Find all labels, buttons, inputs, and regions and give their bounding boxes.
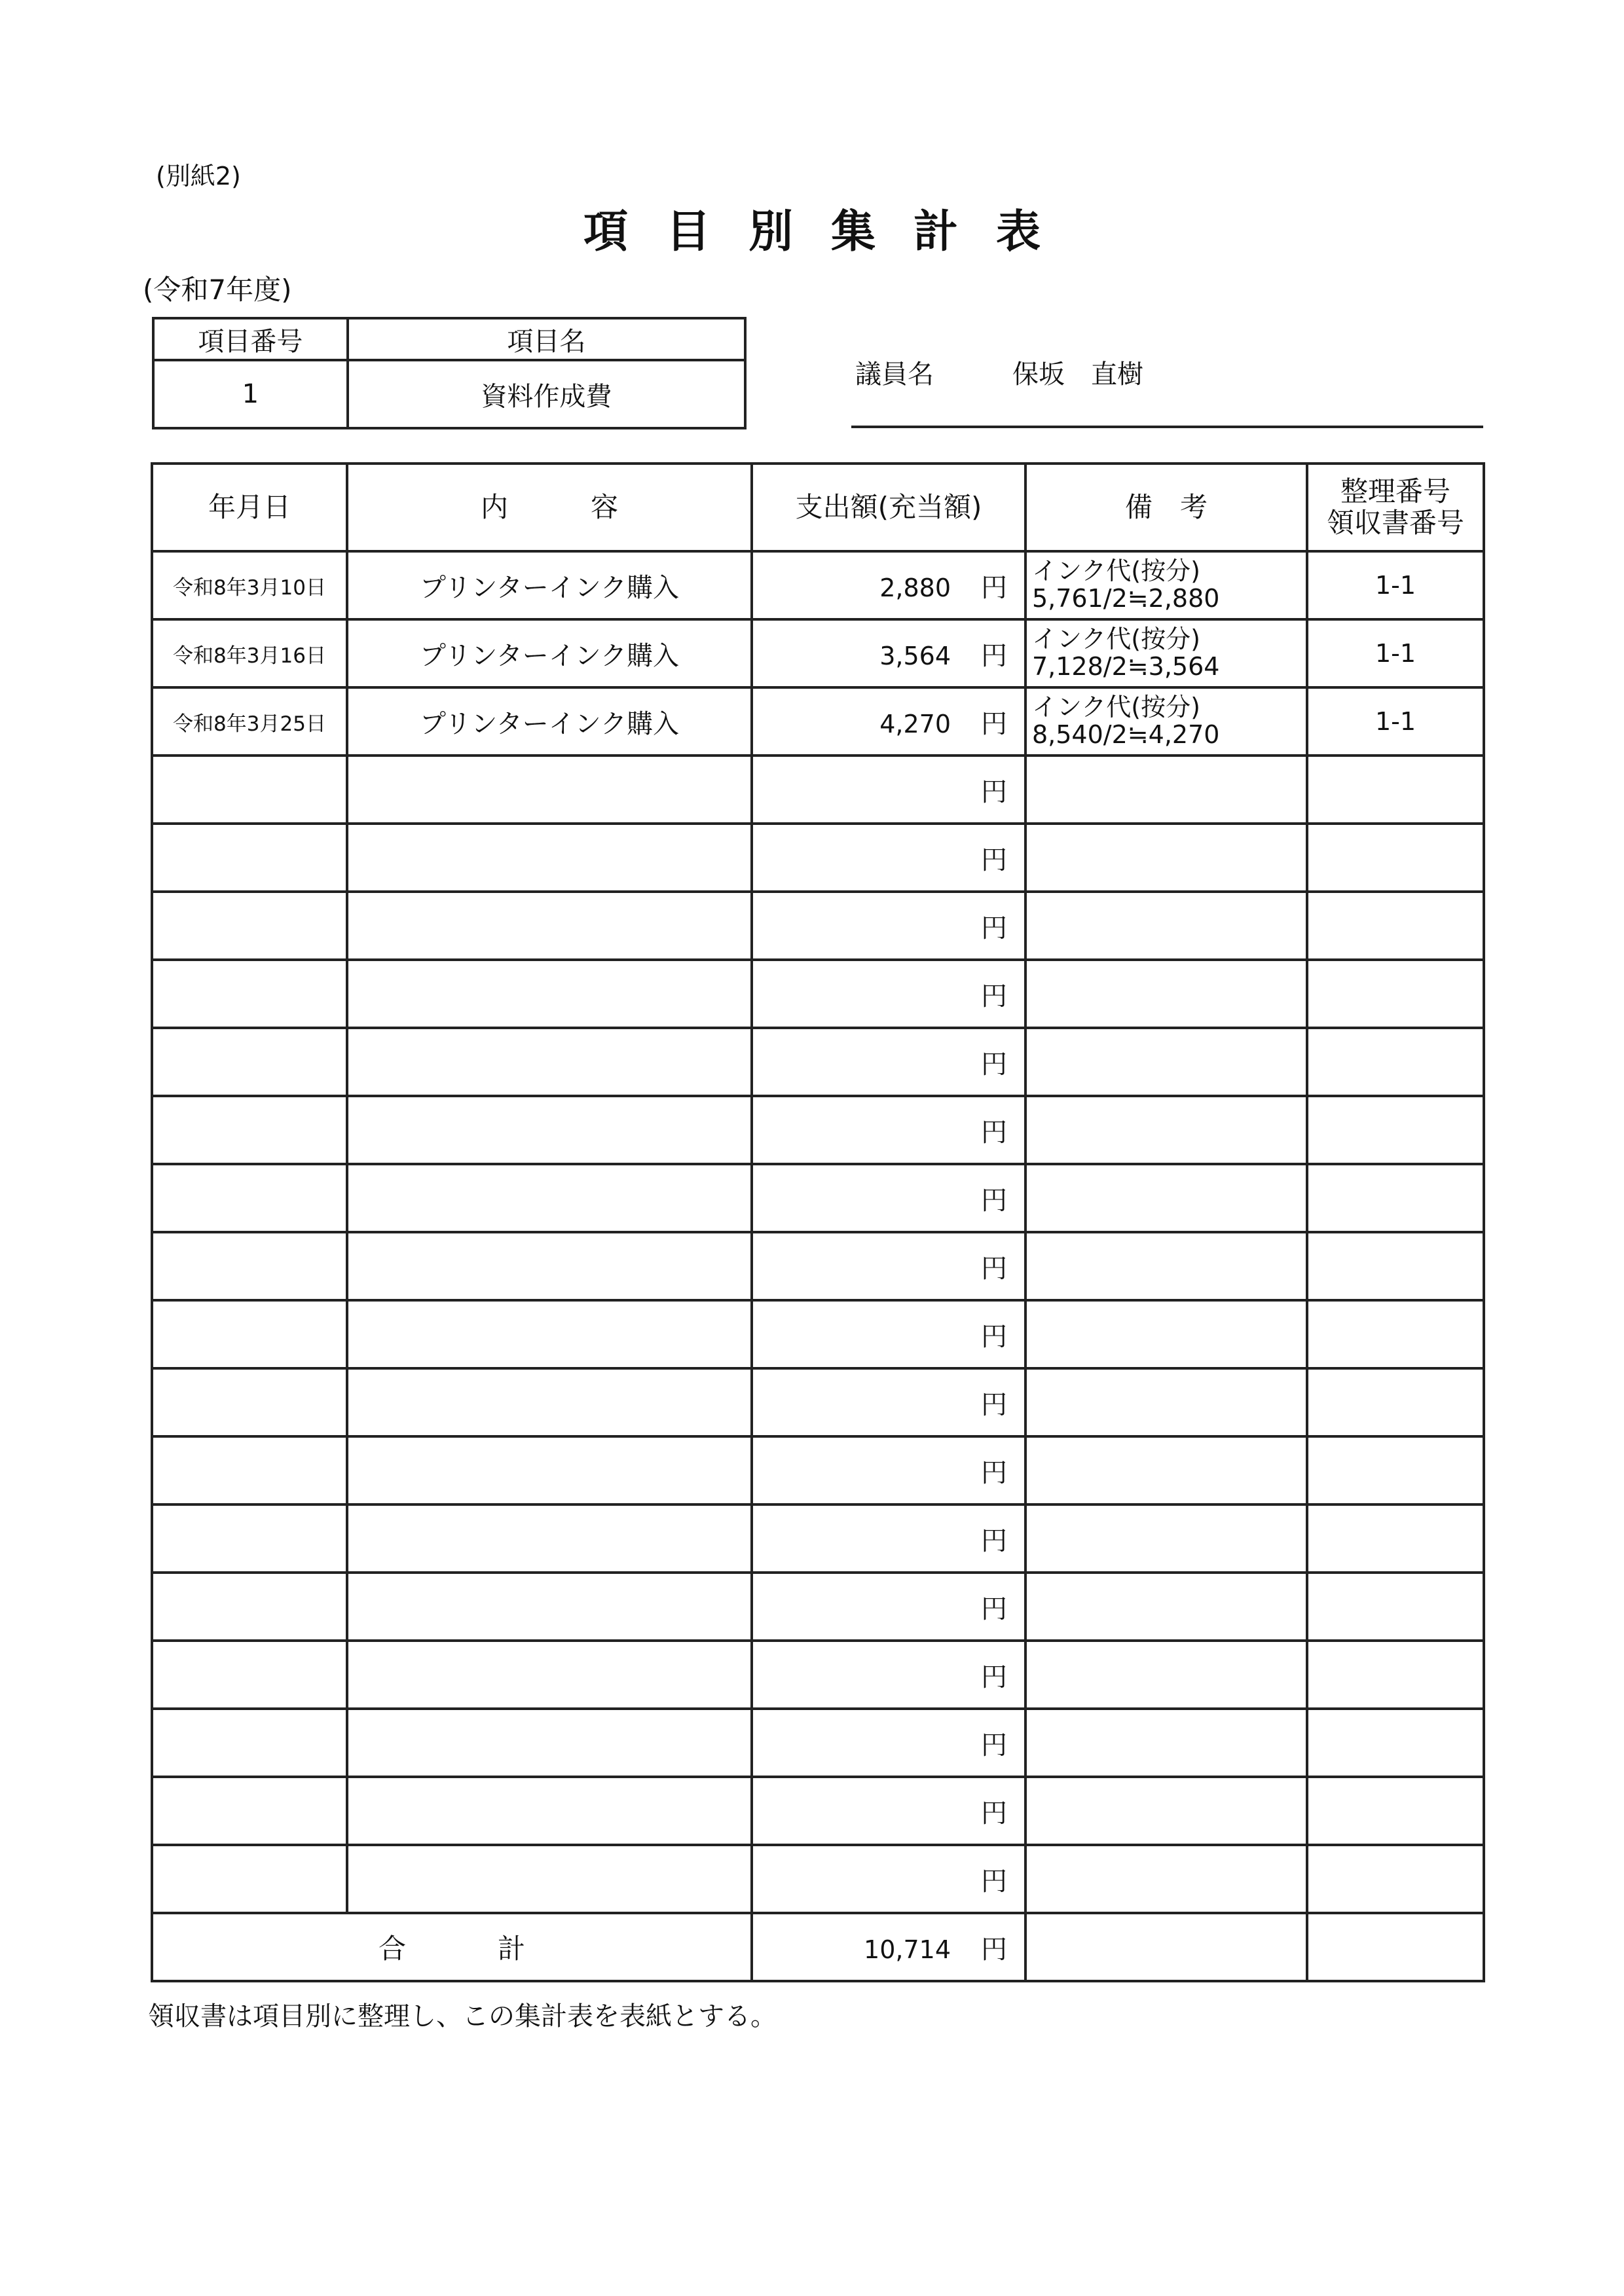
table-row-empty [152, 756, 1484, 824]
row-content [347, 1368, 752, 1436]
row-content [347, 1504, 752, 1573]
item-number: 1 [153, 360, 348, 428]
row-amount-value: 4,270 [879, 709, 951, 738]
row-ref [1307, 1641, 1484, 1709]
row-ref [1307, 1300, 1484, 1368]
member-name: 保坂 直樹 [1012, 359, 1143, 390]
row-remarks [1025, 1232, 1307, 1300]
member-block [855, 354, 1143, 391]
row-date [152, 1573, 347, 1641]
row-remarks [1025, 1436, 1307, 1504]
row-remarks [1025, 1573, 1307, 1641]
row-remarks [1025, 1504, 1307, 1573]
expense-table [151, 462, 1485, 1982]
row-remarks [1025, 619, 1307, 687]
row-ref [1307, 1436, 1484, 1504]
row-content [347, 1028, 752, 1096]
item-number-header: 項目番号 [153, 318, 348, 360]
table-row-empty [152, 1028, 1484, 1096]
yen-unit: 円 [981, 640, 1007, 671]
row-amount [752, 960, 1025, 1028]
row-amount [752, 1504, 1025, 1573]
row-amount [752, 1096, 1025, 1164]
row-ref [1307, 892, 1484, 960]
row-date [152, 1028, 347, 1096]
yen-unit: 円 [981, 1389, 1007, 1420]
table-row-empty [152, 960, 1484, 1028]
row-remarks [1025, 687, 1307, 756]
total-amount-value: 10,714 [864, 1935, 951, 1964]
row-ref: 1-1 [1307, 619, 1484, 687]
row-ref [1307, 1096, 1484, 1164]
row-content [347, 1777, 752, 1845]
row-date [152, 1096, 347, 1164]
row-remarks [1025, 1368, 1307, 1436]
row-date [152, 1777, 347, 1845]
table-row-empty [152, 1368, 1484, 1436]
row-date [152, 824, 347, 892]
row-remarks [1025, 960, 1307, 1028]
row-content [347, 1573, 752, 1641]
row-content [347, 1709, 752, 1777]
row-remarks-line2: 5,761/2≒2,880 [1032, 584, 1220, 613]
row-content: プリンターインク購入 [347, 551, 752, 619]
page-title: 項目別集計表 [583, 206, 1079, 258]
table-row [152, 551, 1484, 619]
table-row-empty [152, 1845, 1484, 1913]
total-row [152, 1913, 1484, 1981]
yen-unit: 円 [981, 1525, 1007, 1556]
item-table [152, 317, 747, 429]
yen-unit: 円 [981, 1934, 1007, 1965]
yen-unit: 円 [981, 572, 1007, 603]
row-amount [752, 1300, 1025, 1368]
row-remarks [1025, 892, 1307, 960]
row-content [347, 824, 752, 892]
row-date [152, 1641, 347, 1709]
table-row-empty [152, 1641, 1484, 1709]
item-name-header: 項目名 [348, 318, 745, 360]
yen-unit: 円 [981, 1185, 1007, 1216]
row-ref: 1-1 [1307, 687, 1484, 756]
total-ref [1307, 1913, 1484, 1981]
row-amount [752, 1232, 1025, 1300]
yen-unit: 円 [981, 776, 1007, 807]
row-amount [752, 1709, 1025, 1777]
total-amount [752, 1913, 1025, 1981]
table-row-empty [152, 1777, 1484, 1845]
row-remarks [1025, 1845, 1307, 1913]
row-content [347, 1300, 752, 1368]
yen-unit: 円 [981, 708, 1007, 739]
row-amount-value: 3,564 [879, 641, 951, 670]
member-underline [851, 426, 1483, 428]
header-content: 内 容 [347, 464, 752, 551]
row-remarks-line1: インク代(按分) [1032, 693, 1200, 722]
item-name: 資料作成費 [348, 360, 745, 428]
row-content [347, 1232, 752, 1300]
row-remarks [1025, 1164, 1307, 1232]
row-date [152, 1368, 347, 1436]
row-amount [752, 1028, 1025, 1096]
row-amount [752, 619, 1025, 687]
table-row-empty [152, 1096, 1484, 1164]
row-ref [1307, 1368, 1484, 1436]
header-date: 年月日 [152, 464, 347, 551]
yen-unit: 円 [981, 1662, 1007, 1692]
row-content [347, 1436, 752, 1504]
row-amount [752, 1573, 1025, 1641]
expense-table-body [152, 464, 1484, 1981]
row-content: プリンターインク購入 [347, 619, 752, 687]
yen-unit: 円 [981, 1049, 1007, 1080]
row-date: 令和8年3月16日 [152, 619, 347, 687]
table-row-empty [152, 1300, 1484, 1368]
row-ref [1307, 1777, 1484, 1845]
header-ref-line1: 整理番号 [1340, 475, 1450, 507]
row-amount [752, 1368, 1025, 1436]
row-ref [1307, 1709, 1484, 1777]
row-amount [752, 687, 1025, 756]
table-row-empty [152, 892, 1484, 960]
yen-unit: 円 [981, 1594, 1007, 1624]
row-amount-value: 2,880 [879, 573, 951, 602]
row-amount [752, 1641, 1025, 1709]
table-row-empty [152, 1504, 1484, 1573]
row-remarks [1025, 824, 1307, 892]
row-ref [1307, 1164, 1484, 1232]
row-amount [752, 1777, 1025, 1845]
row-ref [1307, 1232, 1484, 1300]
row-content: プリンターインク購入 [347, 687, 752, 756]
row-amount [752, 1845, 1025, 1913]
row-ref: 1-1 [1307, 551, 1484, 619]
row-content [347, 1845, 752, 1913]
footnote: 領収書は項目別に整理し、この集計表を表紙とする。 [148, 2001, 777, 2032]
header-ref [1307, 464, 1484, 551]
yen-unit: 円 [981, 1457, 1007, 1488]
row-date [152, 1504, 347, 1573]
row-amount [752, 892, 1025, 960]
table-row [152, 619, 1484, 687]
row-amount [752, 551, 1025, 619]
row-ref [1307, 1504, 1484, 1573]
row-content [347, 1641, 752, 1709]
row-remarks [1025, 551, 1307, 619]
yen-unit: 円 [981, 1253, 1007, 1284]
row-remarks-line2: 8,540/2≒4,270 [1032, 720, 1220, 749]
row-content [347, 960, 752, 1028]
row-amount [752, 756, 1025, 824]
row-remarks [1025, 1028, 1307, 1096]
header-ref-line2: 領収書番号 [1326, 507, 1464, 539]
row-date [152, 892, 347, 960]
row-date [152, 756, 347, 824]
row-date: 令和8年3月10日 [152, 551, 347, 619]
row-remarks [1025, 1096, 1307, 1164]
row-date [152, 1845, 347, 1913]
row-amount [752, 1164, 1025, 1232]
row-date: 令和8年3月25日 [152, 687, 347, 756]
yen-unit: 円 [981, 1321, 1007, 1352]
row-content [347, 1096, 752, 1164]
row-ref [1307, 960, 1484, 1028]
header-amount: 支出額(充当額) [752, 464, 1025, 551]
row-date [152, 1436, 347, 1504]
row-date [152, 1164, 347, 1232]
yen-unit: 円 [981, 913, 1007, 943]
total-label: 合計 [152, 1913, 752, 1981]
yen-unit: 円 [981, 1798, 1007, 1829]
row-amount [752, 1436, 1025, 1504]
row-ref [1307, 824, 1484, 892]
row-remarks-line1: インク代(按分) [1032, 556, 1200, 586]
row-date [152, 960, 347, 1028]
row-remarks [1025, 1300, 1307, 1368]
yen-unit: 円 [981, 845, 1007, 875]
row-remarks [1025, 756, 1307, 824]
row-content [347, 756, 752, 824]
row-ref [1307, 1028, 1484, 1096]
table-row-empty [152, 1709, 1484, 1777]
table-row-empty [152, 1164, 1484, 1232]
table-row-empty [152, 824, 1484, 892]
yen-unit: 円 [981, 1117, 1007, 1148]
fiscal-year: (令和7年度) [143, 274, 292, 306]
row-content [347, 892, 752, 960]
member-label: 議員名 [855, 359, 934, 390]
row-ref [1307, 1573, 1484, 1641]
yen-unit: 円 [981, 1866, 1007, 1897]
row-date [152, 1709, 347, 1777]
table-row-empty [152, 1436, 1484, 1504]
yen-unit: 円 [981, 981, 1007, 1011]
row-ref [1307, 1845, 1484, 1913]
table-header-row [152, 464, 1484, 551]
row-remarks-line1: インク代(按分) [1032, 625, 1200, 654]
row-remarks-line2: 7,128/2≒3,564 [1032, 652, 1220, 681]
table-row [152, 687, 1484, 756]
table-row-empty [152, 1232, 1484, 1300]
table-row-empty [152, 1573, 1484, 1641]
row-remarks [1025, 1777, 1307, 1845]
total-remarks [1025, 1913, 1307, 1981]
annex-label: (別紙2) [156, 162, 241, 191]
yen-unit: 円 [981, 1730, 1007, 1760]
row-content [347, 1164, 752, 1232]
row-date [152, 1232, 347, 1300]
header-remarks: 備 考 [1025, 464, 1307, 551]
row-remarks [1025, 1709, 1307, 1777]
row-date [152, 1300, 347, 1368]
row-ref [1307, 756, 1484, 824]
row-remarks [1025, 1641, 1307, 1709]
row-amount [752, 824, 1025, 892]
